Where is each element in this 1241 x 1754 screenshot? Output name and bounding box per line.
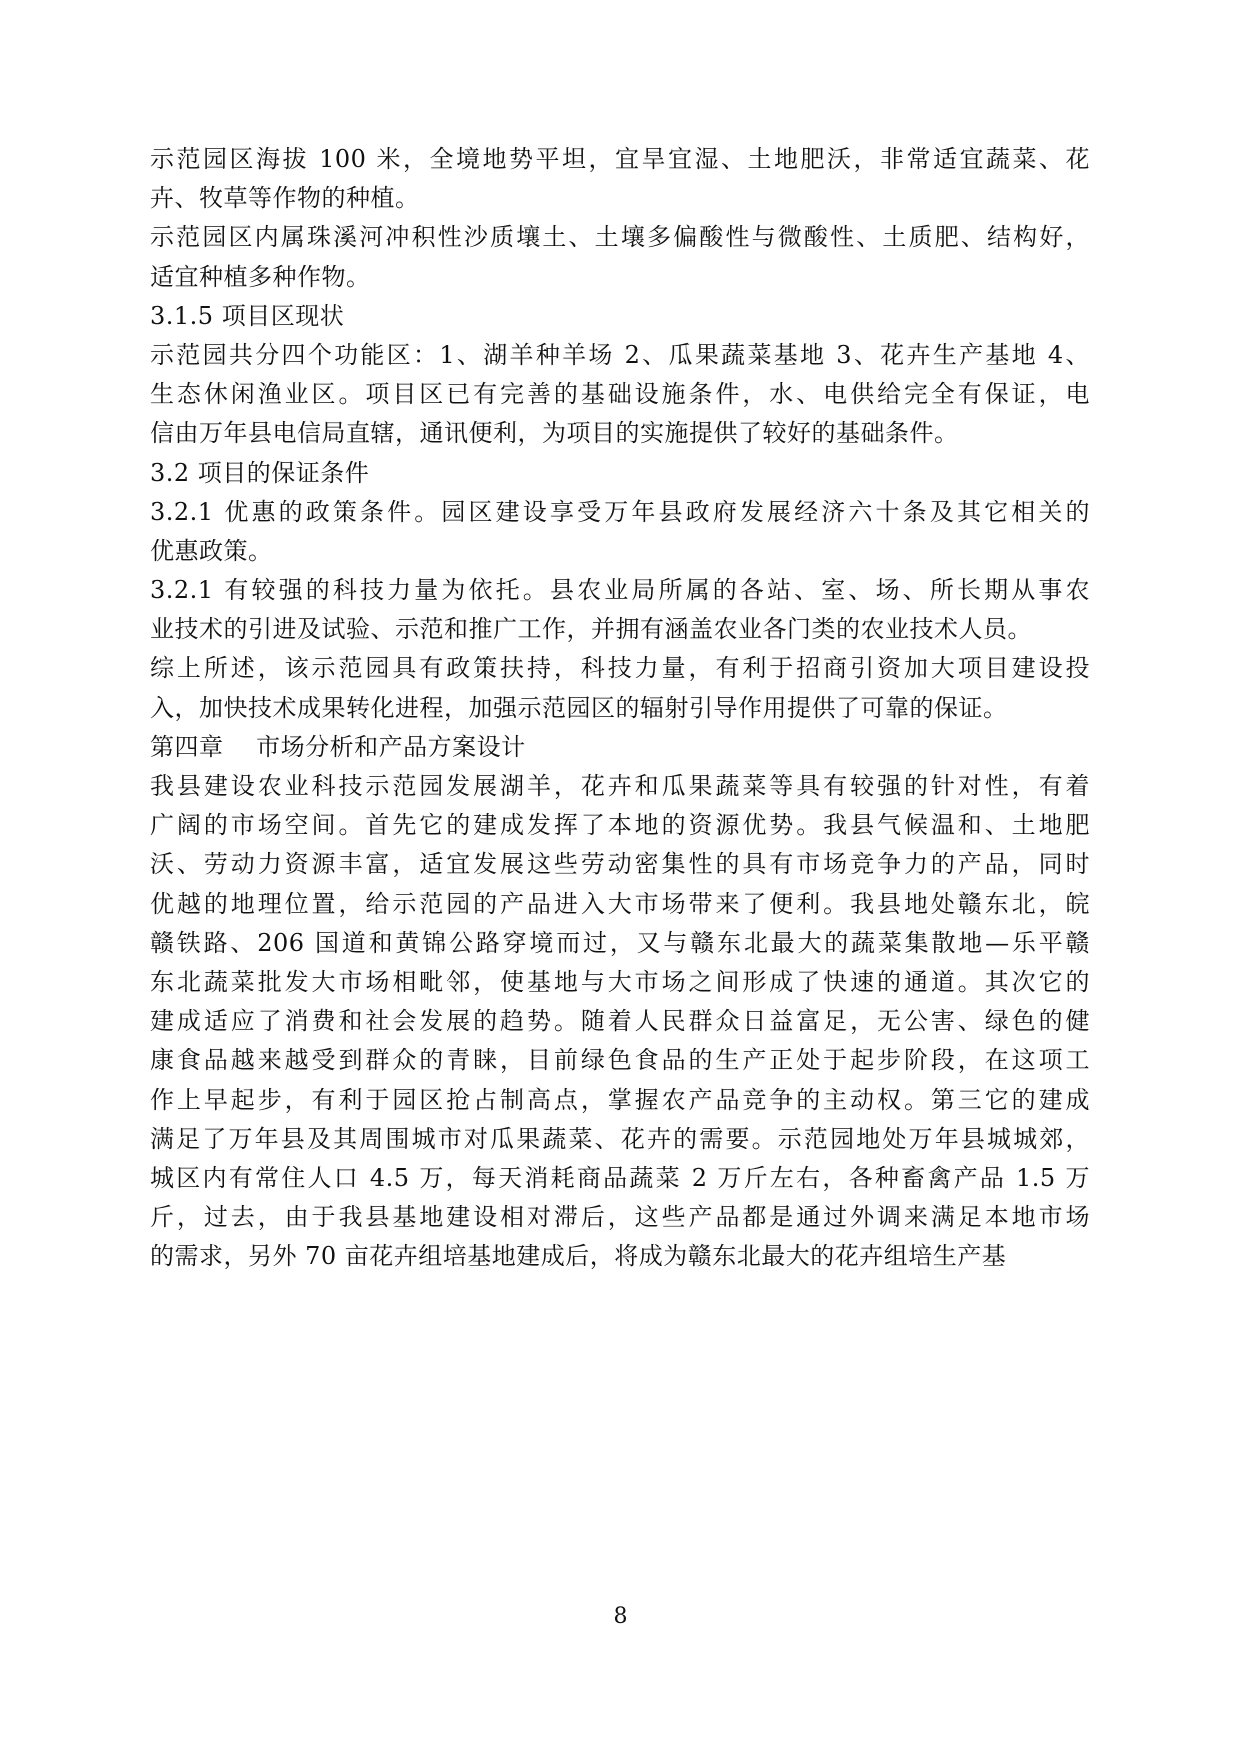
paragraph bbox=[150, 218, 1090, 296]
text-line: 满足了万年县及其周围城市对瓜果蔬菜、花卉的需要。示范园地处万年县城城郊， bbox=[150, 1124, 1090, 1153]
text-line: 优越的地理位置，给示范园的产品进入大市场带来了便利。我县地处赣东北，皖 bbox=[150, 889, 1090, 918]
text-line: 沃、劳动力资源丰富，适宜发展这些劳动密集性的具有市场竞争力的产品，同时 bbox=[150, 850, 1090, 879]
text-line: 优惠政策。 bbox=[150, 536, 273, 565]
text-line: 作上早起步，有利于园区抢占制高点，掌握农产品竞争的主动权。第三它的建成 bbox=[150, 1085, 1090, 1114]
text-line: 的需求，另外 70 亩花卉组培基地建成后，将成为赣东北最大的花卉组培生产基 bbox=[150, 1242, 1007, 1271]
text-line: 卉、牧草等作物的种植。 bbox=[150, 184, 420, 213]
paragraph bbox=[150, 767, 1090, 1276]
text-line: 示范园区海拔 100 米，全境地势平坦，宜旱宜湿、土地肥沃，非常适宜蔬菜、花 bbox=[150, 145, 1090, 173]
text-line: 业技术的引进及试验、示范和推广工作，并拥有涵盖农业各门类的农业技术人员。 bbox=[150, 615, 1032, 644]
text-line: 建成适应了消费和社会发展的趋势。随着人民群众日益富足，无公害、绿色的健 bbox=[150, 1007, 1090, 1036]
text-line: 赣铁路、206 国道和黄锦公路穿境而过，又与赣东北最大的蔬菜集散地—乐平赣 bbox=[150, 928, 1090, 957]
text-line: 广阔的市场空间。首先它的建成发挥了本地的资源优势。我县气候温和、土地肥 bbox=[150, 811, 1090, 840]
paragraph bbox=[150, 297, 1090, 336]
paragraph bbox=[150, 728, 1090, 767]
text-line: 康食品越来越受到群众的青睐，目前绿色食品的生产正处于起步阶段，在这项工 bbox=[150, 1046, 1090, 1075]
paragraph bbox=[150, 454, 1090, 493]
text-line: 3.2.1 优惠的政策条件。园区建设享受万年县政府发展经济六十条及其它相关的 bbox=[150, 497, 1090, 526]
text-line: 3.2.1 有较强的科技力量为依托。县农业局所属的各站、室、场、所长期从事农 bbox=[150, 576, 1090, 605]
paragraph bbox=[150, 140, 1090, 218]
text-line: 3.1.5 项目区现状 bbox=[150, 301, 345, 330]
text-line: 示范园区内属珠溪河冲积性沙质壤土、土壤多偏酸性与微酸性、土质肥、结构好， bbox=[150, 223, 1090, 252]
text-line: 城区内有常住人口 4.5 万，每天消耗商品蔬菜 2 万斤左右，各种畜禽产品 1.5 万 bbox=[150, 1163, 1090, 1192]
paragraph bbox=[150, 493, 1090, 571]
paragraph bbox=[150, 571, 1090, 649]
text-line: 生态休闲渔业区。项目区已有完善的基础设施条件，水、电供给完全有保证，电 bbox=[150, 380, 1090, 409]
text-line: 入，加快技术成果转化进程，加强示范园区的辐射引导作用提供了可靠的保证。 bbox=[150, 693, 1008, 722]
text-line: 3.2 项目的保证条件 bbox=[150, 458, 370, 487]
page-number: 8 bbox=[613, 1604, 628, 1629]
text-line: 我县建设农业科技示范园发展湖羊，花卉和瓜果蔬菜等具有较强的针对性，有着 bbox=[150, 772, 1090, 800]
paragraph bbox=[150, 336, 1090, 454]
body-text bbox=[150, 140, 1090, 1276]
text-line: 斤，过去，由于我县基地建设相对滞后，这些产品都是通过外调来满足本地市场 bbox=[150, 1203, 1090, 1232]
text-line: 适宜种植多种作物。 bbox=[150, 262, 371, 291]
text-line: 示范园共分四个功能区：1、湖羊种羊场 2、瓜果蔬菜基地 3、花卉生产基地 4、 bbox=[150, 340, 1090, 369]
paragraph bbox=[150, 649, 1090, 727]
text-line: 信由万年县电信局直辖，通讯便利，为项目的实施提供了较好的基础条件。 bbox=[150, 419, 959, 448]
text-line: 综上所述，该示范园具有政策扶持，科技力量，有利于招商引资加大项目建设投 bbox=[150, 654, 1090, 683]
text-line: 东北蔬菜批发大市场相毗邻，使基地与大市场之间形成了快速的通道。其次它的 bbox=[150, 967, 1090, 996]
text-line: 第四章 市场分析和产品方案设计 bbox=[150, 732, 526, 761]
